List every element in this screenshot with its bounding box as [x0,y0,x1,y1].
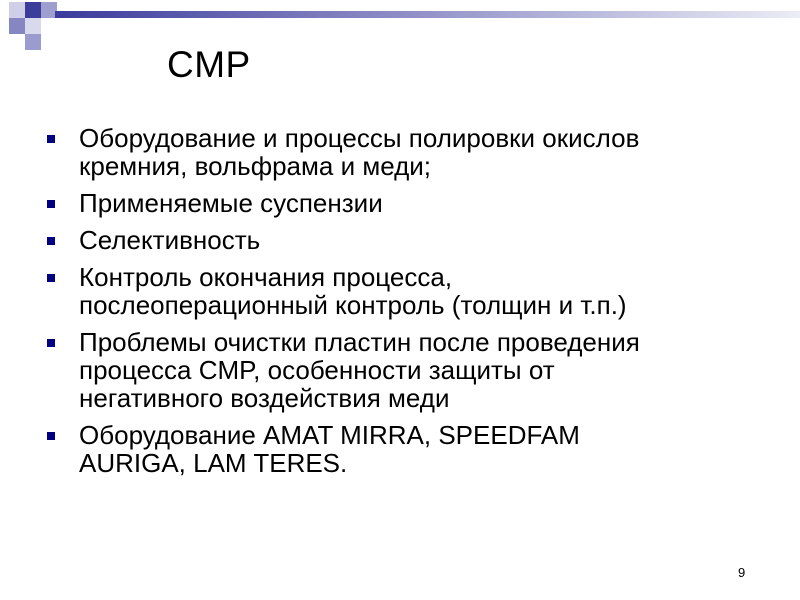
bullet-line: Применяемые суспензии [79,188,383,218]
header-square [9,18,25,34]
square-bullet-icon [47,200,55,208]
bullet-line: Проблемы очистки пластин после проведения [79,327,640,357]
header-square [25,34,41,50]
bullet-line: кремния, вольфрама и меди; [79,151,432,181]
bullet-list [47,124,767,486]
bullet-line: Оборудование и процессы полировки окислов [79,123,640,153]
slide-title: CMP [167,44,251,85]
bullet-item [47,226,767,254]
square-bullet-icon [47,237,55,245]
header-square [9,2,25,18]
bullet-line: Контроль окончания процесса, [79,262,453,292]
header-gradient-bar [55,11,800,18]
square-bullet-icon [47,135,55,143]
bullet-line: послеоперационный контроль (толщин и т.п.) [79,290,627,320]
bullet-line: негативного воздействия меди [79,383,450,413]
bullet-item [47,124,767,180]
header-square [25,2,41,18]
bullet-line: Оборудование AMAT MIRRA, SPEEDFAM [79,420,580,450]
square-bullet-icon [47,274,55,282]
bullet-item [47,263,767,319]
page-number: 9 [738,565,746,580]
bullet-line: Селективность [79,225,261,255]
bullet-line: процесса CMP, особенности защиты от [79,355,555,385]
bullet-item [47,421,767,477]
header-square [25,18,41,34]
bullet-item [47,328,767,412]
bullet-item [47,189,767,217]
bullet-line: AURIGA, LAM TERES. [79,448,348,478]
square-bullet-icon [47,432,55,440]
square-bullet-icon [47,339,55,347]
